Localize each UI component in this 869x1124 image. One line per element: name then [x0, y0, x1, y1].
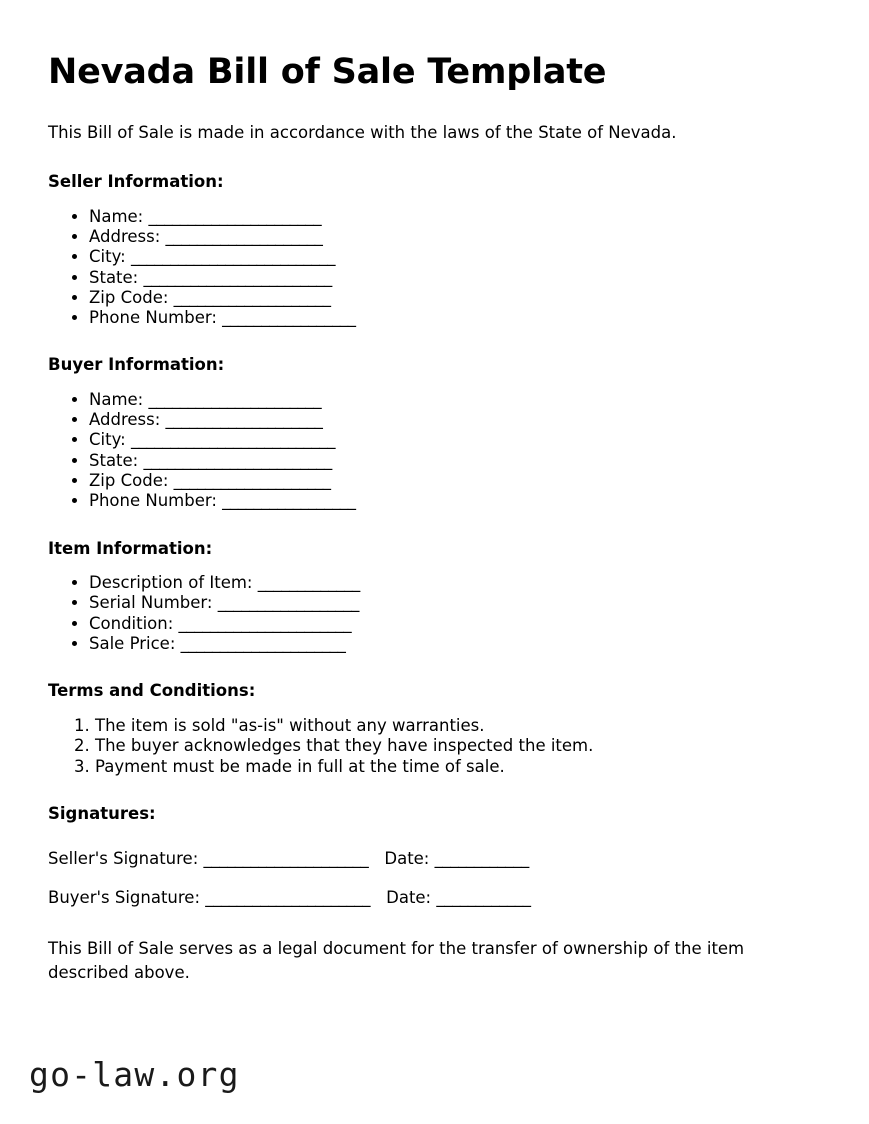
site-watermark: go-law.org: [29, 1055, 240, 1094]
list-item: [89, 573, 821, 593]
terms-list: [48, 716, 821, 778]
list-item: [89, 593, 821, 613]
seller-field-list: [48, 207, 821, 329]
field-label: City:: [89, 247, 126, 267]
field-label: Serial Number:: [89, 593, 213, 613]
field-label: State:: [89, 450, 139, 470]
signature-label: Buyer's Signature:: [48, 887, 201, 907]
field-label: Sale Price:: [89, 633, 176, 653]
item-field-list: [48, 573, 821, 654]
field-blank: ____________________: [173, 471, 331, 491]
list-item: [89, 634, 821, 654]
document-body: [48, 52, 821, 985]
list-item: [89, 471, 821, 491]
date-blank: ____________: [434, 848, 529, 868]
signature-blank: _____________________: [203, 848, 369, 868]
field-blank: ______________________: [178, 613, 352, 633]
field-blank: __________________________: [130, 247, 336, 267]
field-blank: __________________________: [130, 430, 336, 450]
field-blank: _____________: [257, 573, 360, 593]
field-label: Address:: [89, 226, 161, 246]
date-label: Date:: [386, 887, 432, 907]
field-label: Description of Item:: [89, 573, 253, 593]
list-item: [89, 227, 821, 247]
field-blank: ____________________: [173, 287, 331, 307]
field-blank: ______________________: [148, 206, 322, 226]
field-blank: _____________________: [180, 633, 346, 653]
field-label: City:: [89, 430, 126, 450]
field-blank: ____________________: [165, 410, 323, 430]
signature-label: Seller's Signature:: [48, 848, 199, 868]
list-item: [89, 491, 821, 511]
field-label: Address:: [89, 410, 161, 430]
field-blank: ____________________: [165, 226, 323, 246]
list-item: 3. Payment must be made in full at the time of sale.: [95, 757, 821, 778]
field-label: State:: [89, 267, 139, 287]
list-item: [89, 410, 821, 430]
field-blank: __________________: [217, 593, 360, 613]
field-blank: ________________________: [143, 450, 332, 470]
field-label: Zip Code:: [89, 471, 169, 491]
field-blank: _________________: [222, 308, 356, 328]
field-label: Phone Number:: [89, 308, 217, 328]
field-blank: ______________________: [148, 389, 322, 409]
signatures-section-heading: Signatures:: [48, 804, 156, 824]
field-label: Name:: [89, 389, 144, 409]
field-label: Phone Number:: [89, 491, 217, 511]
date-label: Date:: [384, 848, 430, 868]
list-item: [89, 430, 821, 450]
signature-block: [48, 847, 821, 910]
list-item: [89, 390, 821, 410]
list-item: [89, 308, 821, 328]
field-label: Name:: [89, 206, 144, 226]
field-blank: _________________: [222, 491, 356, 511]
list-item: [89, 614, 821, 634]
field-label: Zip Code:: [89, 287, 169, 307]
closing-paragraph: This Bill of Sale serves as a legal document for the transfer of ownership of the item described above.: [48, 938, 745, 982]
list-item: [89, 451, 821, 471]
page-title: Nevada Bill of Sale Template: [48, 52, 607, 92]
field-blank: ________________________: [143, 267, 332, 287]
date-blank: ____________: [436, 887, 531, 907]
list-item: [89, 268, 821, 288]
terms-section-heading: Terms and Conditions:: [48, 681, 256, 701]
list-item: 2. The buyer acknowledges that they have inspected the item.: [95, 736, 821, 757]
seller-signature-line: [48, 847, 821, 871]
signature-blank: _____________________: [205, 887, 371, 907]
item-section-heading: Item Information:: [48, 538, 213, 558]
list-item: 1. The item is sold "as-is" without any warranties.: [95, 716, 821, 737]
seller-section-heading: Seller Information:: [48, 172, 224, 192]
list-item: [89, 207, 821, 227]
buyer-section-heading: Buyer Information:: [48, 355, 225, 375]
buyer-field-list: [48, 390, 821, 512]
list-item: [89, 247, 821, 267]
buyer-signature-line: [48, 886, 821, 910]
field-label: Condition:: [89, 613, 174, 633]
list-item: [89, 288, 821, 308]
intro-paragraph: This Bill of Sale is made in accordance with the laws of the State of Nevada.: [48, 123, 677, 143]
